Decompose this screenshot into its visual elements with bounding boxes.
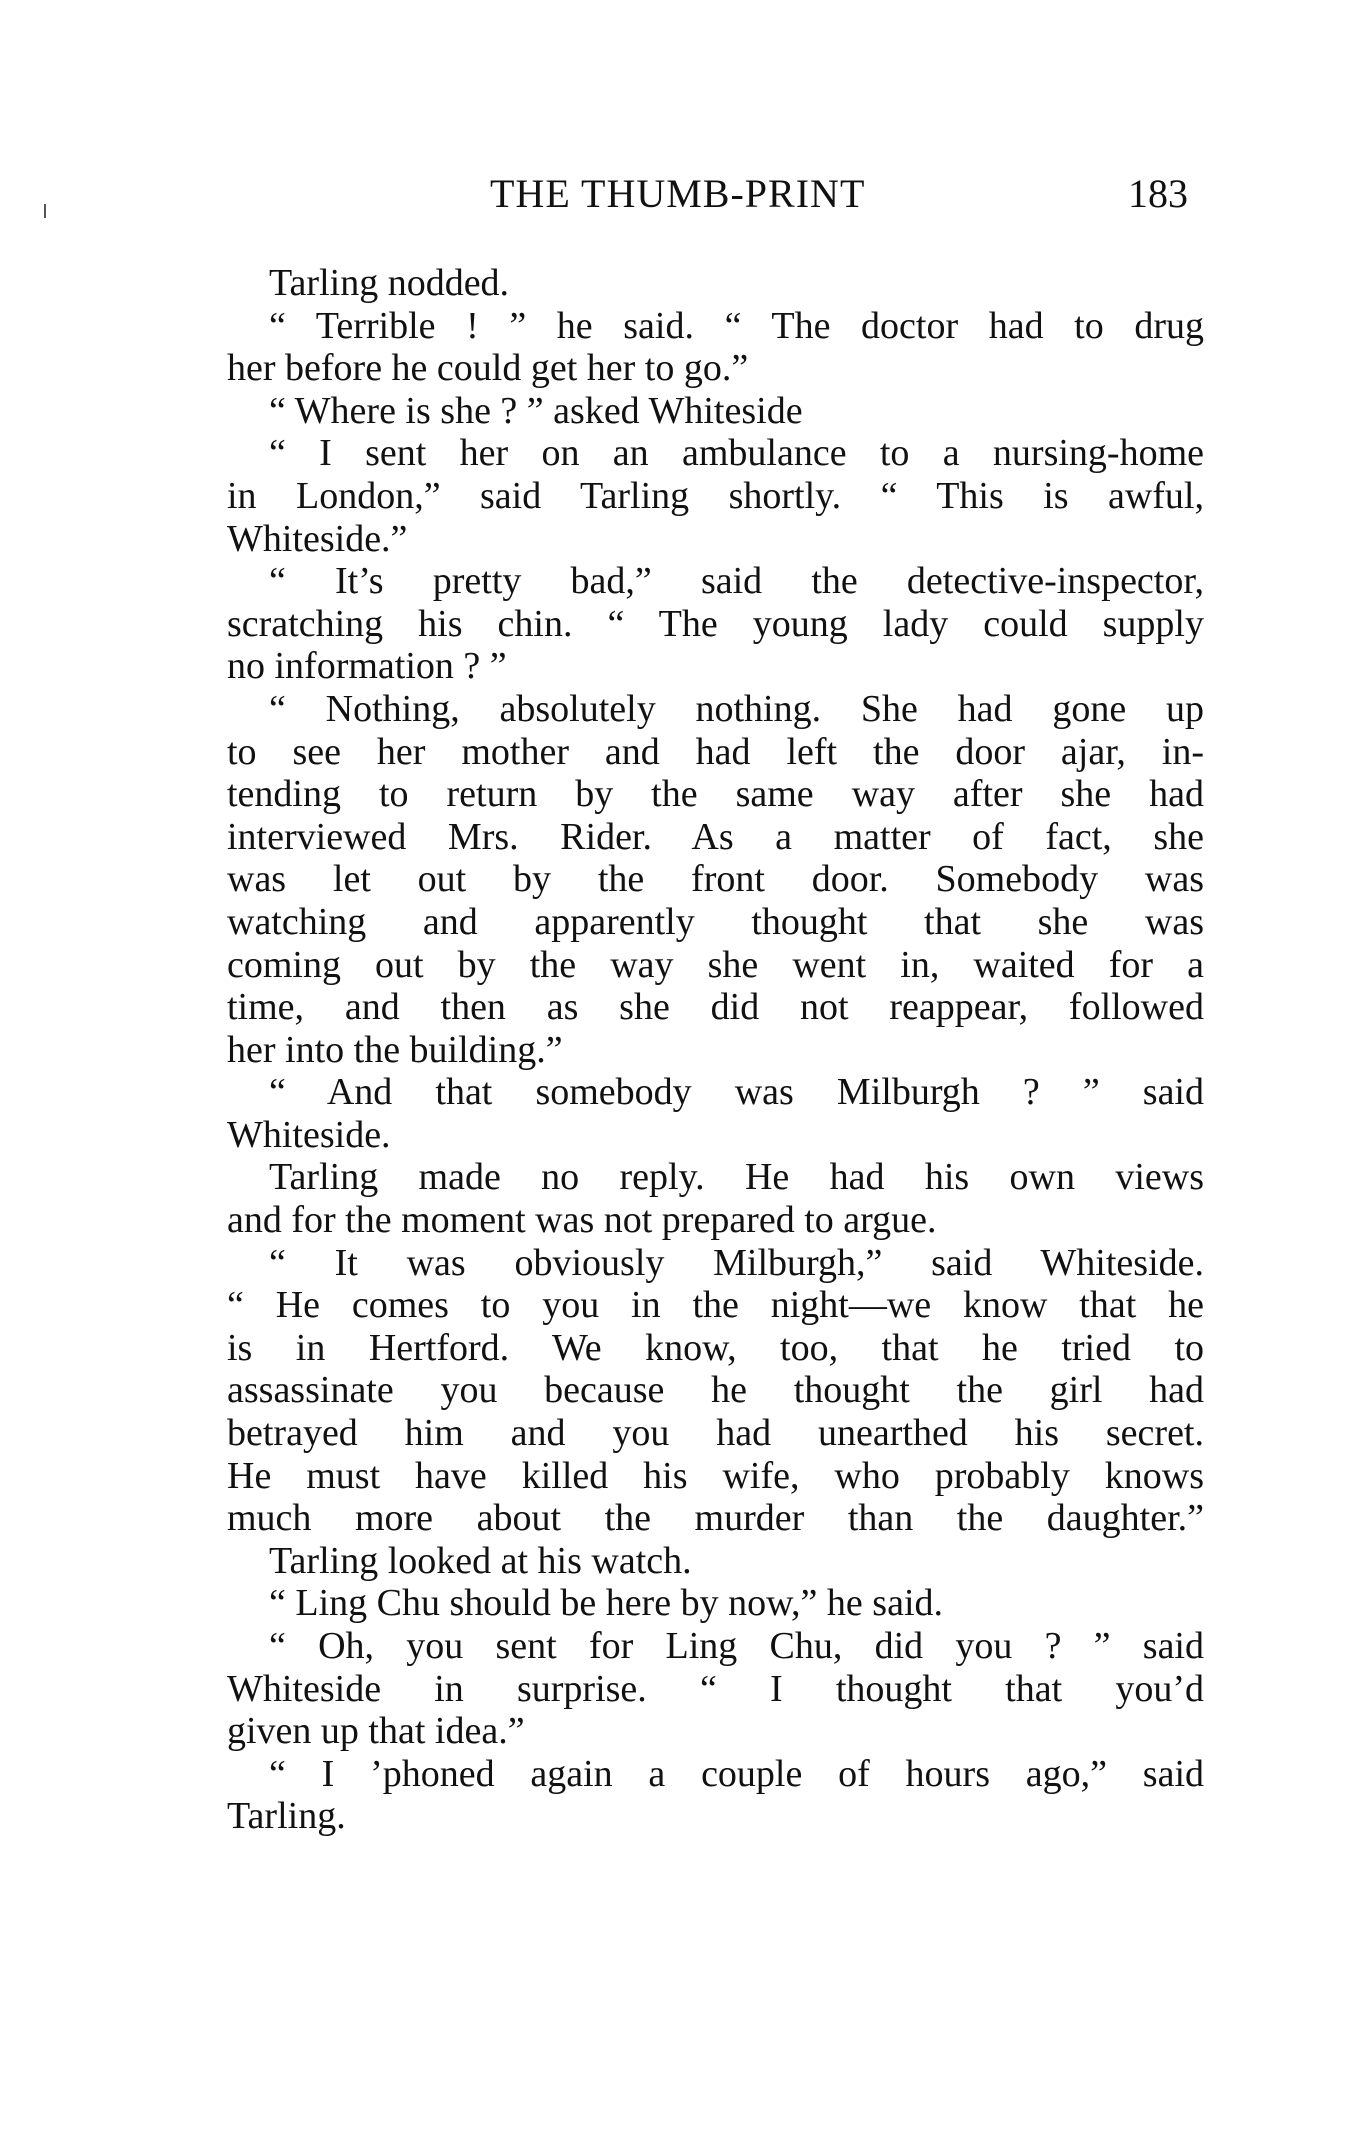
text-line: “ Where is she ? ” asked Whiteside — [269, 389, 803, 432]
text-line: was let out by the front door. Somebody was — [227, 858, 1204, 901]
text-line: “ And that somebody was Milburgh ? ” said — [269, 1071, 1204, 1114]
text-line: given up that idea.” — [227, 1710, 525, 1753]
text-line: Whiteside in surprise. “ I thought that you’d — [227, 1667, 1204, 1710]
text-line: Tarling. — [227, 1795, 346, 1838]
text-line: interviewed Mrs. Rider. As a matter of fact, she — [227, 815, 1204, 858]
text-line: Tarling nodded. — [269, 262, 510, 304]
body-text — [227, 262, 1204, 1838]
text-line: watching and apparently thought that she was — [227, 900, 1204, 943]
text-line: “ He comes to you in the night—we know that he — [227, 1284, 1204, 1327]
running-head: THE THUMB-PRINT — [490, 171, 866, 216]
text-line: Whiteside. — [227, 1113, 391, 1156]
text-line: her before he could get her to go.” — [227, 347, 749, 390]
text-line: no information ? ” — [227, 645, 507, 688]
text-line: Tarling made no reply. He had his own views — [269, 1156, 1204, 1199]
text-line: to see her mother and had left the door ajar, in- — [227, 730, 1204, 773]
text-line: much more about the murder than the daughter.” — [227, 1497, 1204, 1540]
page-number: 183 — [1128, 171, 1188, 216]
text-line: tending to return by the same way after she had — [227, 773, 1204, 816]
text-line: “ Oh, you sent for Ling Chu, did you ? ” said — [269, 1625, 1204, 1667]
text-line: Whiteside.” — [227, 517, 408, 560]
text-line: “ Terrible ! ” he said. “ The doctor had to drug — [269, 304, 1204, 347]
text-line: time, and then as she did not reappear, followed — [227, 986, 1204, 1029]
text-line: “ I sent her on an ambulance to a nursing-home — [269, 432, 1204, 475]
text-line: betrayed him and you had unearthed his secret. — [227, 1412, 1204, 1455]
text-line: “ It’s pretty bad,” said the detective-inspector, — [269, 560, 1204, 603]
text-line: He must have killed his wife, who probably knows — [227, 1454, 1204, 1497]
text-line: her into the building.” — [227, 1028, 563, 1071]
text-line: in London,” said Tarling shortly. “ This is awful, — [227, 474, 1204, 517]
text-line: “ I ’phoned again a couple of hours ago,” said — [269, 1752, 1204, 1795]
text-line: “ Ling Chu should be here by now,” he said. — [269, 1582, 943, 1625]
text-line: “ It was obviously Milburgh,” said Whiteside. — [269, 1241, 1204, 1284]
text-line: coming out by the way she went in, waited for a — [227, 943, 1204, 986]
text-line: and for the moment was not prepared to argue. — [227, 1199, 937, 1242]
text-line: scratching his chin. “ The young lady could supply — [227, 602, 1204, 645]
text-line: is in Hertford. We know, too, that he tried to — [227, 1326, 1204, 1369]
text-line: assassinate you because he thought the girl had — [227, 1369, 1204, 1412]
text-line: “ Nothing, absolutely nothing. She had gone up — [269, 687, 1204, 730]
text-line: Tarling looked at his watch. — [269, 1539, 692, 1582]
margin-mark — [44, 204, 46, 218]
